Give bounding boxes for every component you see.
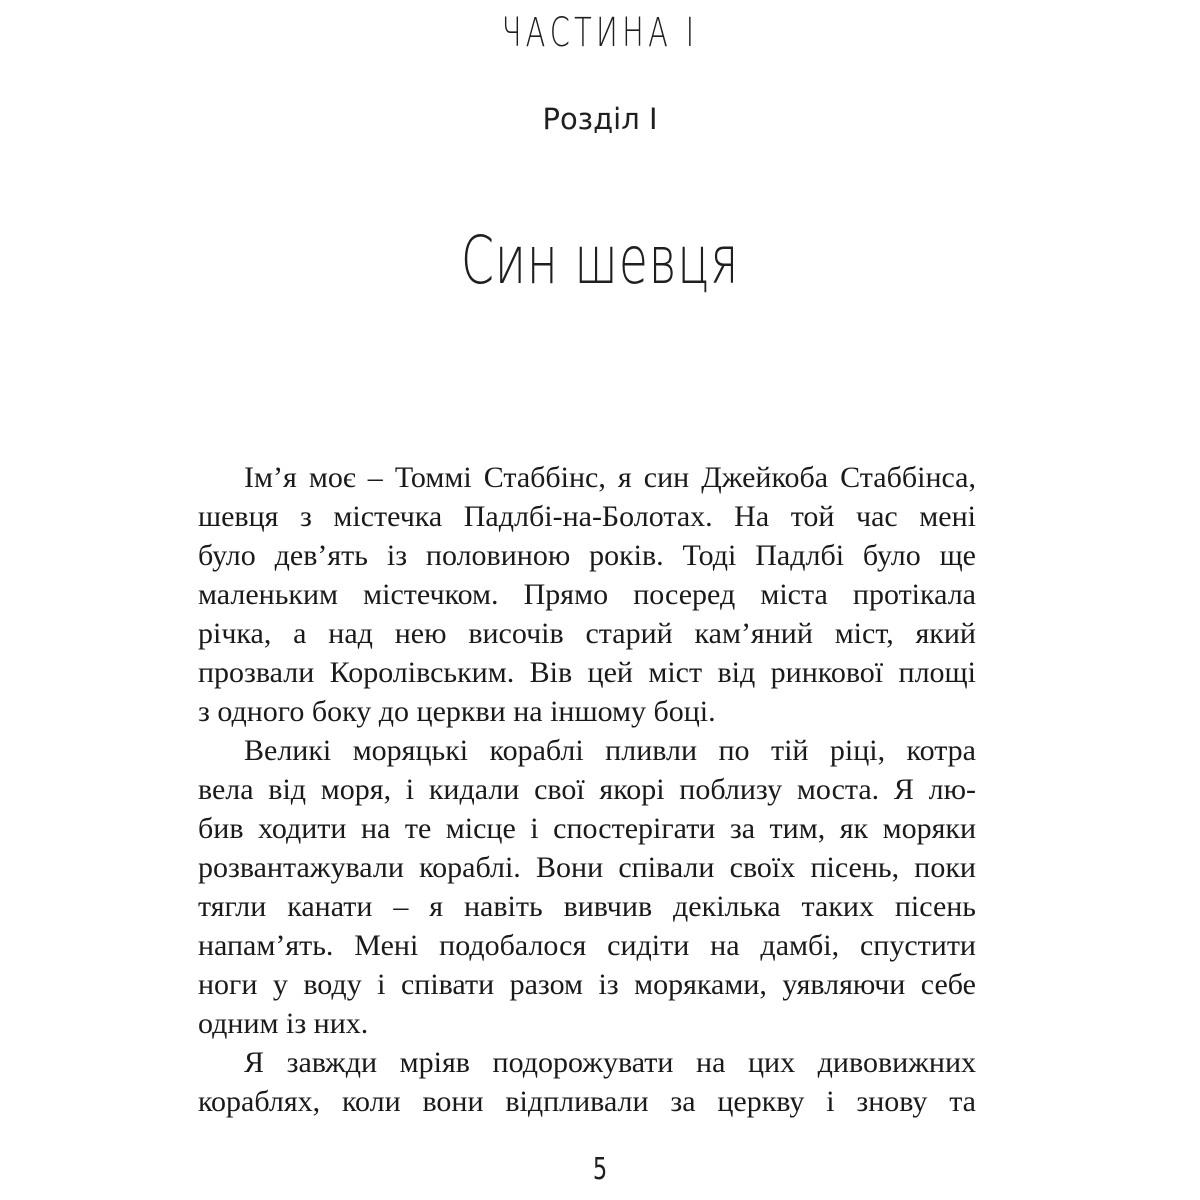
text-line: річка, а над нею височів старий кам’яний міст, який	[198, 617, 976, 650]
text-line: маленьким містечком. Прямо посеред міста протікала	[198, 578, 976, 611]
text-line: бив ходити на те місце і спостерігати за тим, як моряки	[198, 812, 976, 845]
text-line: Я завжди мріяв подорожувати на цих дивовижних	[244, 1046, 976, 1079]
text-line: з одного боку до церкви на іншому боці.	[198, 695, 716, 728]
text-line: було дев’ять із половиною років. Тоді Падлбі було ще	[198, 539, 976, 572]
text-line: Ім’я моє – Томмі Стаббінс, я син Джейкоба Стаббінса,	[244, 461, 976, 494]
text-line: розвантажували кораблі. Вони співали своїх пісень, поки	[198, 851, 976, 884]
text-line: вела від моря, і кидали свої якорі поблизу моста. Я лю-	[198, 773, 976, 806]
text-line: Великі моряцькі кораблі пливли по тій ріці, котра	[244, 734, 976, 767]
part-title: ЧАСТИНА I	[501, 10, 699, 56]
body-text	[198, 458, 976, 1121]
text-line: ноги у воду і співати разом із моряками, уявляючи себе	[198, 968, 976, 1001]
text-line: кораблях, коли вони відпливали за церкву і знову та	[198, 1085, 976, 1118]
chapter-title: Син шевця	[460, 222, 740, 299]
text-line: тягли канати – я навіть вивчив декілька таких пісень	[198, 890, 976, 923]
text-line: напам’ять. Мені подобалося сидіти на дамбі, спустити	[198, 929, 976, 962]
text-line: прозвали Королівським. Вів цей міст від ринкової площі	[198, 656, 976, 689]
chapter-label: Розділ I	[542, 102, 658, 136]
text-line: шевця з містечка Падлбі-на-Болотах. На той час мені	[198, 500, 976, 533]
page-number: 5	[592, 1152, 608, 1187]
text-line: одним із них.	[198, 1007, 369, 1040]
